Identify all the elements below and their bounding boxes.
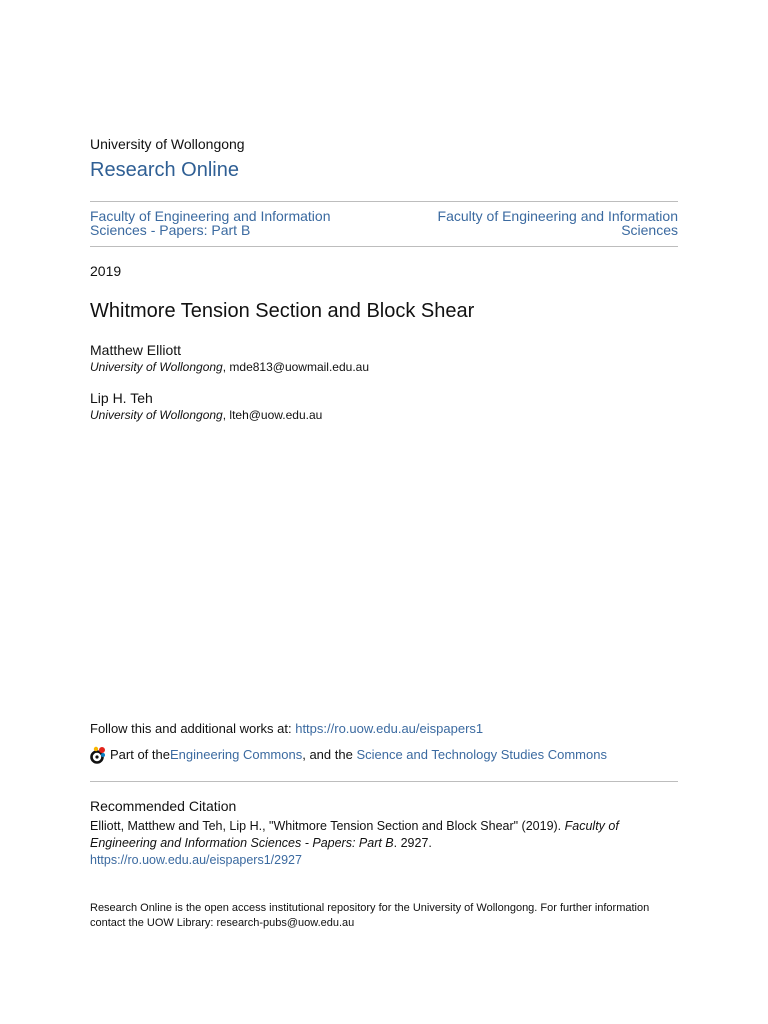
author-name: Lip H. Teh bbox=[90, 390, 153, 406]
follow-works bbox=[90, 721, 483, 737]
part-of-prefix: Part of the bbox=[110, 747, 170, 762]
author-affiliation bbox=[90, 360, 369, 374]
part-of-line bbox=[90, 746, 607, 764]
author-affiliation bbox=[90, 408, 322, 422]
university-name: University of Wollongong bbox=[90, 136, 245, 152]
repository-title[interactable]: Research Online bbox=[90, 159, 239, 181]
collection-link-right[interactable]: Faculty of Engineering and Information Sciences bbox=[437, 208, 678, 238]
author-name: Matthew Elliott bbox=[90, 342, 182, 358]
engineering-commons-link[interactable]: Engineering Commons bbox=[169, 747, 303, 762]
follow-link[interactable]: https://ro.uow.edu.au/eispapers1 bbox=[295, 721, 484, 736]
citation-authors-title: Elliott, Matthew and Teh, Lip H., "Whitmore Tension Section and Block Shear" (2019). bbox=[90, 819, 565, 833]
citation-text bbox=[90, 818, 678, 869]
paper-title: Whitmore Tension Section and Block Shear bbox=[90, 300, 475, 322]
part-of-middle: , and the bbox=[302, 747, 357, 762]
citation-number: . 2927. bbox=[393, 836, 432, 850]
citation-journal: Faculty of Engineering and Information Sciences - Papers: Part B bbox=[90, 819, 619, 850]
affiliation-institution: University of Wollongong bbox=[90, 408, 223, 422]
sts-commons-link[interactable]: Science and Technology Studies Commons bbox=[356, 747, 607, 762]
collection-link-left[interactable]: Faculty of Engineering and Information Sciences - Papers: Part B bbox=[90, 208, 331, 238]
commons-network-icon bbox=[90, 746, 106, 764]
divider-citation bbox=[90, 781, 678, 782]
citation-heading: Recommended Citation bbox=[90, 798, 237, 814]
affiliation-institution: University of Wollongong bbox=[90, 360, 223, 374]
author-email: , lteh@uow.edu.au bbox=[222, 408, 323, 422]
footer-notice: Research Online is the open access institutional repository for the University of Wollongong. For further information contact the UOW Library: research-pubs@uow.edu.au bbox=[90, 902, 650, 929]
follow-prefix: Follow this and additional works at: bbox=[90, 721, 296, 736]
author-email: , mde813@uowmail.edu.au bbox=[222, 360, 370, 374]
publication-year: 2019 bbox=[90, 263, 122, 279]
divider-collections bbox=[90, 246, 678, 247]
divider-top bbox=[90, 201, 678, 202]
citation-link[interactable]: https://ro.uow.edu.au/eispapers1/2927 bbox=[90, 853, 302, 867]
